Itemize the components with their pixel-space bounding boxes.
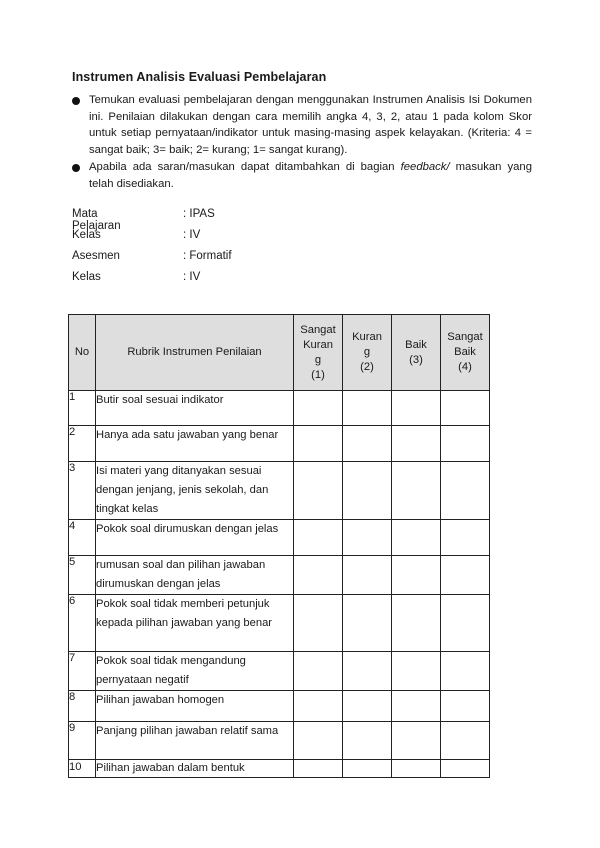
header-line: Sangat xyxy=(300,323,336,336)
table-row xyxy=(69,426,490,462)
score-cell-2[interactable] xyxy=(343,462,392,520)
score-cell-1[interactable] xyxy=(294,760,343,778)
score-cell-1[interactable] xyxy=(294,595,343,652)
header-line: Baik xyxy=(454,346,476,358)
header-line: (2) xyxy=(360,361,374,373)
table-row xyxy=(69,462,490,520)
row-statement: Pokok soal tidak mengandung pernyataan negatif xyxy=(96,652,294,691)
table-row xyxy=(69,691,490,722)
header-no: No xyxy=(69,315,96,391)
score-cell-4[interactable] xyxy=(441,652,490,691)
score-cell-2[interactable] xyxy=(343,760,392,778)
table-row xyxy=(69,652,490,691)
row-number: 3 xyxy=(69,462,96,520)
instruction-item xyxy=(72,92,532,158)
rubric-table xyxy=(68,314,490,778)
score-cell-1[interactable] xyxy=(294,462,343,520)
document-title: Instrumen Analisis Evaluasi Pembelajaran xyxy=(72,70,327,84)
score-cell-4[interactable] xyxy=(441,426,490,462)
score-cell-1[interactable] xyxy=(294,426,343,462)
instruction-text-end: masukan yang telah disediakan. xyxy=(89,161,532,190)
row-number: 9 xyxy=(69,722,96,760)
score-cell-4[interactable] xyxy=(441,760,490,778)
score-cell-1[interactable] xyxy=(294,520,343,556)
score-cell-1[interactable] xyxy=(294,722,343,760)
score-cell-2[interactable] xyxy=(343,691,392,722)
score-cell-3[interactable] xyxy=(392,760,441,778)
row-statement: Butir soal sesuai indikator xyxy=(96,391,294,426)
score-cell-3[interactable] xyxy=(392,652,441,691)
header-line: g xyxy=(363,346,371,358)
meta-value: : IV xyxy=(183,229,201,241)
score-cell-4[interactable] xyxy=(441,691,490,722)
header-line: g xyxy=(314,353,322,366)
instruction-text: Temukan evaluasi pembelajaran dengan menggunakan Instrumen Analisis Isi Dokumen ini. Penilaian dilakukan dengan cara memilih angka 4, 3, 2, atau 1 pada kolom Skor untuk setiap pernyataan/indikator untuk masing-masing aspek kelayakan. (Kriteria: 4 = sangat baik; 3= baik; 2= kurang; 1= sangat kurang). xyxy=(89,94,532,156)
instruction-list xyxy=(72,92,532,193)
score-cell-2[interactable] xyxy=(343,520,392,556)
header-line: Kuran xyxy=(303,338,333,351)
meta-value: : IV xyxy=(183,271,201,283)
score-cell-1[interactable] xyxy=(294,652,343,691)
score-cell-4[interactable] xyxy=(441,462,490,520)
instruction-text: Apabila ada saran/masukan dapat ditambahkan di bagian xyxy=(89,161,401,173)
score-cell-4[interactable] xyxy=(441,556,490,595)
row-statement: Hanya ada satu jawaban yang benar xyxy=(96,426,294,462)
row-statement: Pokok soal dirumuskan dengan jelas xyxy=(96,520,294,556)
score-cell-3[interactable] xyxy=(392,520,441,556)
meta-label: Mata Pelajaran xyxy=(72,208,121,232)
header-line: (3) xyxy=(409,353,423,366)
header-score-4 xyxy=(441,315,490,391)
bullet-icon xyxy=(72,164,80,172)
table-row xyxy=(69,760,490,778)
row-number: 2 xyxy=(69,426,96,462)
score-cell-1[interactable] xyxy=(294,556,343,595)
row-statement: Panjang pilihan jawaban relatif sama xyxy=(96,722,294,760)
row-statement: Isi materi yang ditanyakan sesuai dengan jenjang, jenis sekolah, dan tingkat kelas xyxy=(96,462,294,520)
header-line: (1) xyxy=(311,368,325,381)
row-statement: Pilihan jawaban dalam bentuk xyxy=(96,760,294,778)
header-score-2 xyxy=(343,315,392,391)
table-row xyxy=(69,595,490,652)
score-cell-1[interactable] xyxy=(294,691,343,722)
header-line: Baik xyxy=(405,338,427,351)
score-cell-2[interactable] xyxy=(343,722,392,760)
row-statement: Pokok soal tidak memberi petunjuk kepada pilihan jawaban yang benar xyxy=(96,595,294,652)
row-number: 10 xyxy=(69,760,96,778)
score-cell-4[interactable] xyxy=(441,722,490,760)
score-cell-4[interactable] xyxy=(441,520,490,556)
table-row xyxy=(69,520,490,556)
meta-label: Asesmen xyxy=(72,250,120,262)
score-cell-4[interactable] xyxy=(441,595,490,652)
score-cell-2[interactable] xyxy=(343,391,392,426)
bullet-icon xyxy=(72,97,80,105)
header-score-3 xyxy=(392,315,441,391)
score-cell-2[interactable] xyxy=(343,595,392,652)
score-cell-4[interactable] xyxy=(441,391,490,426)
header-line: Kuran xyxy=(352,331,382,343)
meta-label: Kelas xyxy=(72,229,101,241)
score-cell-3[interactable] xyxy=(392,462,441,520)
row-number: 7 xyxy=(69,652,96,691)
score-cell-2[interactable] xyxy=(343,556,392,595)
score-cell-1[interactable] xyxy=(294,391,343,426)
score-cell-2[interactable] xyxy=(343,652,392,691)
score-cell-3[interactable] xyxy=(392,595,441,652)
header-line: Sangat xyxy=(447,331,483,343)
score-cell-3[interactable] xyxy=(392,556,441,595)
row-number: 6 xyxy=(69,595,96,652)
row-number: 1 xyxy=(69,391,96,426)
row-statement: Pilihan jawaban homogen xyxy=(96,691,294,722)
row-statement: rumusan soal dan pilihan jawaban dirumuskan dengan jelas xyxy=(96,556,294,595)
meta-value: : IPAS xyxy=(183,208,215,220)
score-cell-3[interactable] xyxy=(392,426,441,462)
table-header-row xyxy=(69,315,490,391)
table-row xyxy=(69,722,490,760)
instruction-item xyxy=(72,159,532,192)
meta-value: : Formatif xyxy=(183,250,232,262)
meta-label: Kelas xyxy=(72,271,101,283)
header-line: (4) xyxy=(458,361,472,373)
score-cell-3[interactable] xyxy=(392,691,441,722)
table-row xyxy=(69,391,490,426)
header-score-1 xyxy=(294,315,343,391)
score-cell-3[interactable] xyxy=(392,391,441,426)
score-cell-3[interactable] xyxy=(392,722,441,760)
score-cell-2[interactable] xyxy=(343,426,392,462)
row-number: 5 xyxy=(69,556,96,595)
table-row xyxy=(69,556,490,595)
row-number: 4 xyxy=(69,520,96,556)
instruction-emphasis: feedback/ xyxy=(400,161,450,173)
row-number: 8 xyxy=(69,691,96,722)
header-rubric: Rubrik Instrumen Penilaian xyxy=(96,315,294,391)
